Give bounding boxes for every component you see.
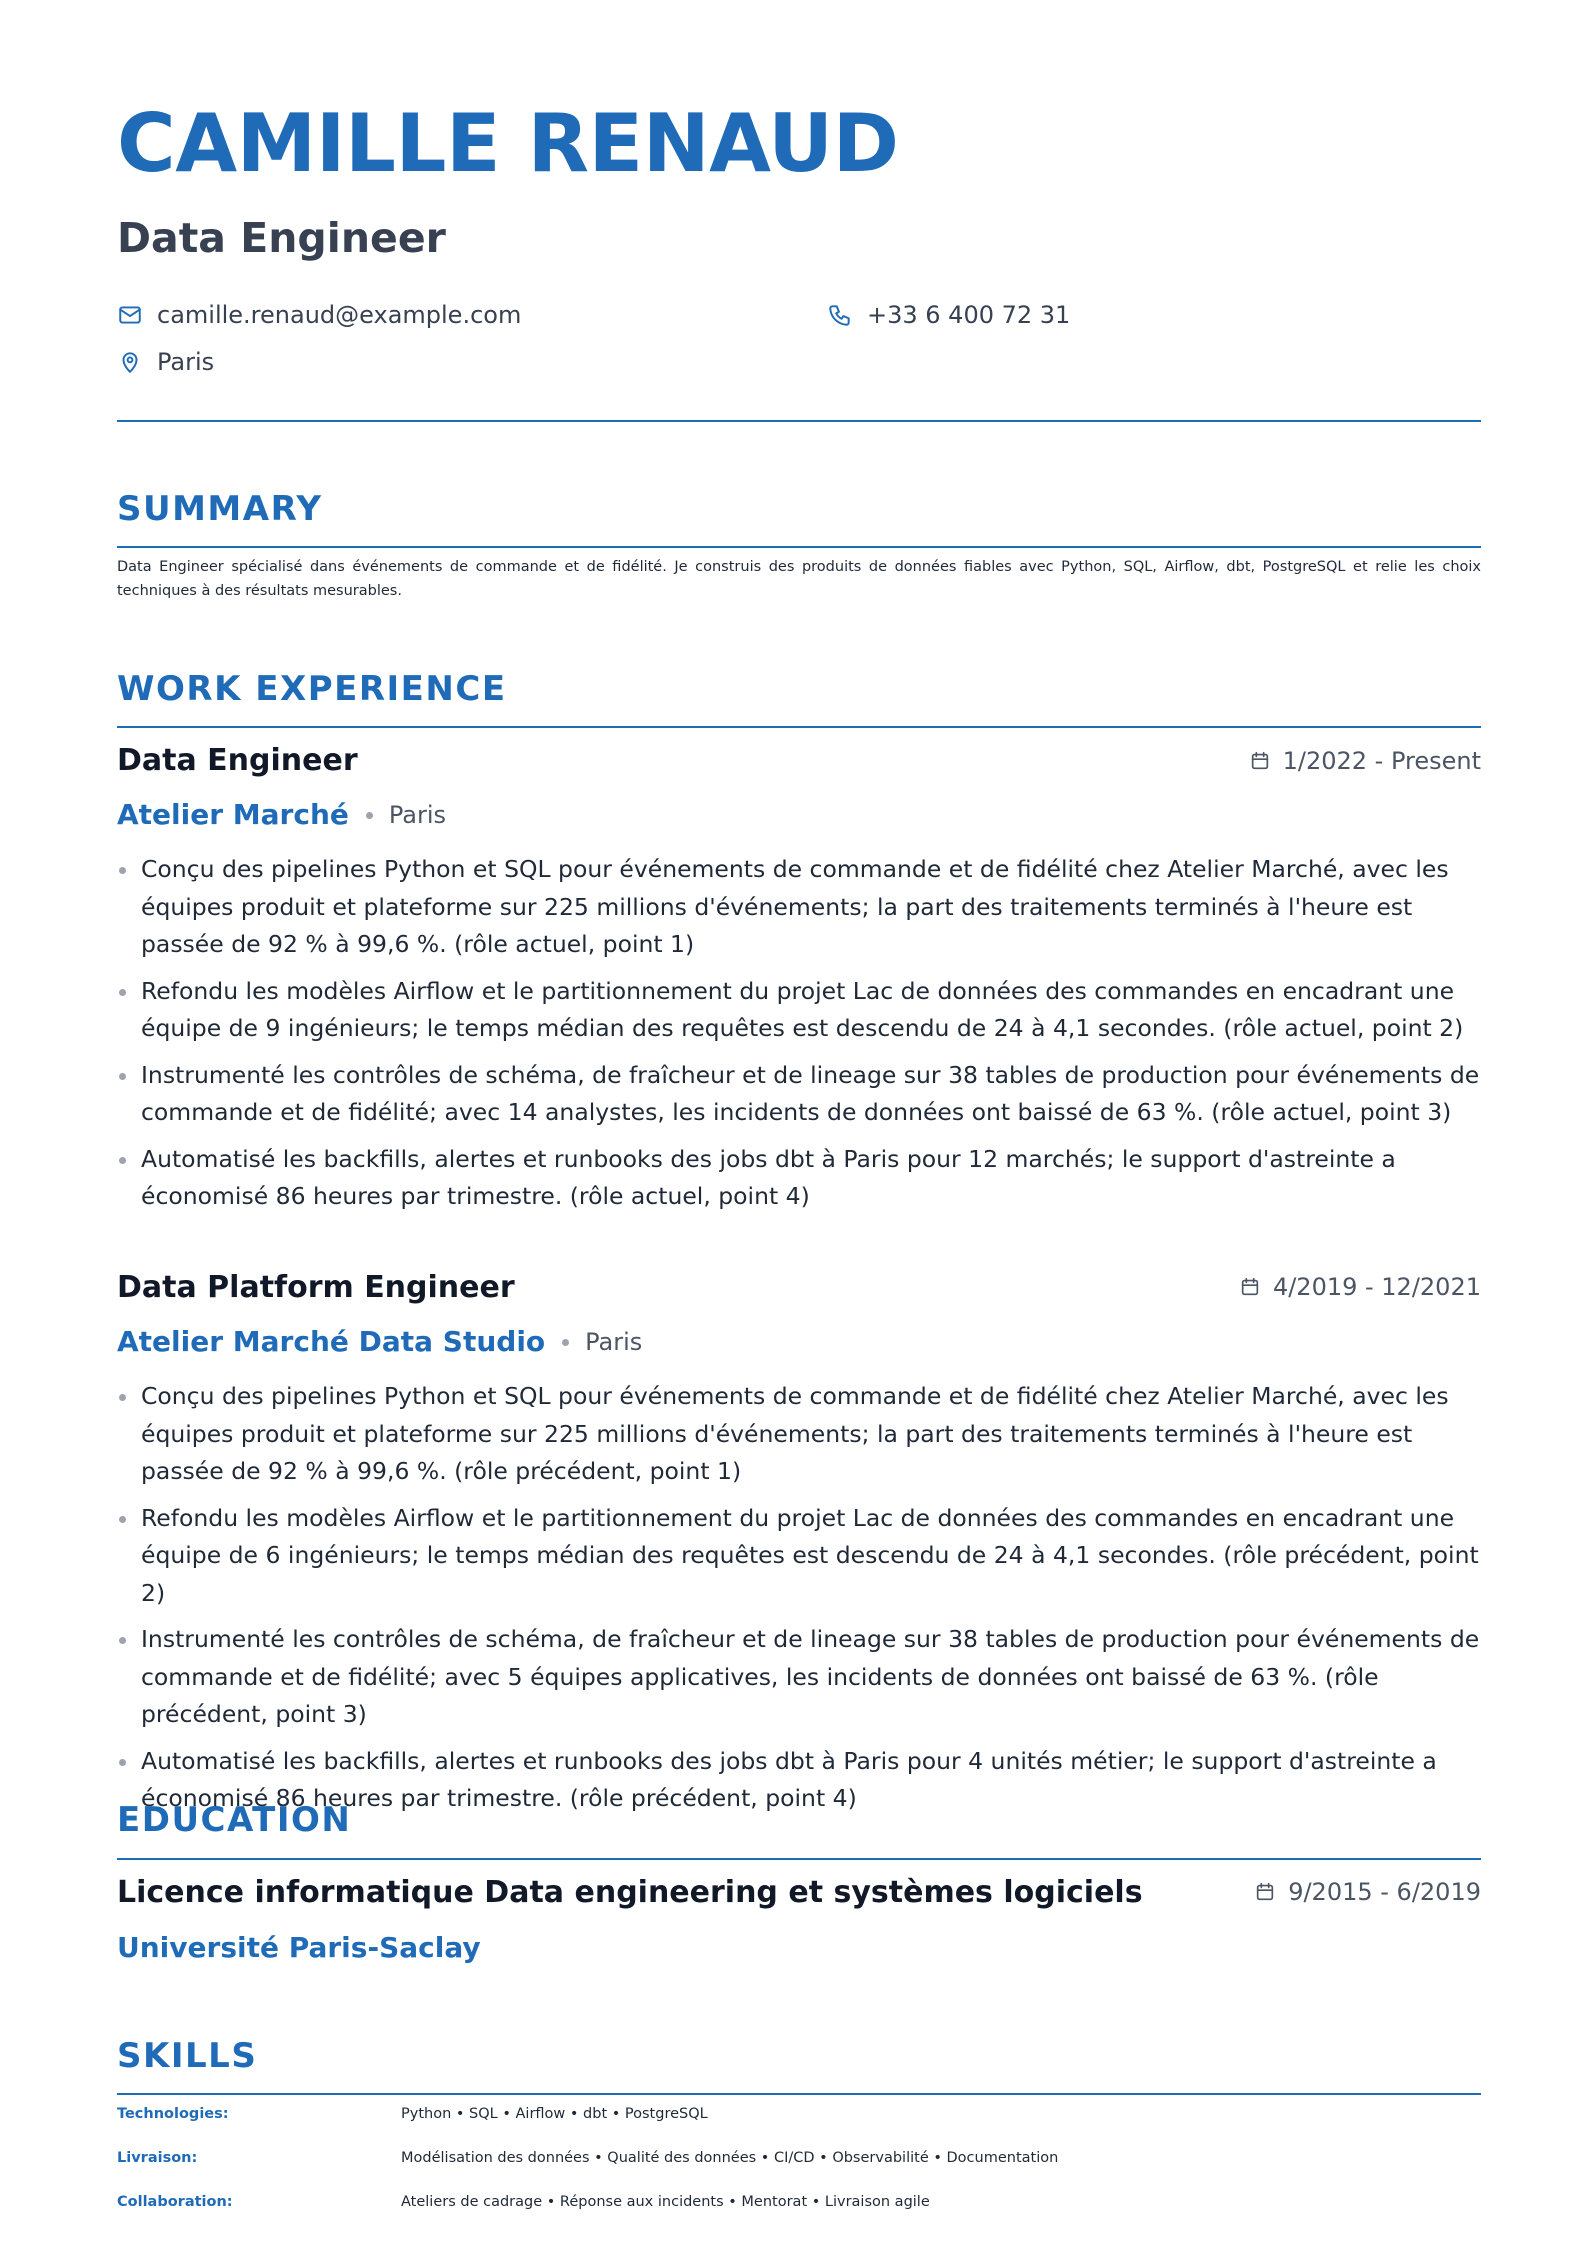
company-line [117,798,447,831]
job-dates-text: 1/2022 - Present [1282,747,1481,775]
calendar-icon [1249,750,1271,772]
phone-icon [827,302,853,328]
job-bullets [117,1378,1481,1827]
work-experience-heading: WORK EXPERIENCE [117,669,507,709]
skills-divider [117,2093,1481,2095]
education-dates [1254,1880,1481,1904]
header-divider [117,420,1481,422]
skill-values: Python • SQL • Airflow • dbt • PostgreSQL [401,2106,708,2122]
education-dates-text: 9/2015 - 6/2019 [1288,1878,1481,1906]
job-title: Data Platform Engineer [117,1270,515,1305]
contact-email[interactable] [117,302,521,328]
candidate-name: CAMILLE RENAUD [117,97,899,190]
skill-row [117,2192,1481,2212]
list-item: Conçu des pipelines Python et SQL pour événements de commande et de fidélité chez Atelier Marché, avec les équipes produit et plateforme sur 225 millions d'événements; la part des traitements terminés à l'heure est passée de 92 % à 99,6 %. (rôle précédent, point 1) [117,1378,1481,1491]
separator-dot [366,812,373,819]
skill-category: Livraison: [117,2150,198,2166]
separator-dot [562,1339,569,1346]
job-bullets [117,851,1481,1225]
email-text: camille.renaud@example.com [157,301,522,329]
candidate-role: Data Engineer [117,214,446,262]
company-name: Atelier Marché [117,798,349,831]
skill-values: Ateliers de cadrage • Réponse aux incidents • Mentorat • Livraison agile [401,2194,930,2210]
mail-icon [117,302,143,328]
list-item: Conçu des pipelines Python et SQL pour événements de commande et de fidélité chez Atelier Marché, avec les équipes produit et plateforme sur 225 millions d'événements; la part des traitements terminés à l'heure est passée de 92 % à 99,6 %. (rôle actuel, point 1) [117,851,1481,964]
school-name: Université Paris-Saclay [117,1931,481,1964]
job-dates [1249,749,1481,773]
list-item: Automatisé les backfills, alertes et runbooks des jobs dbt à Paris pour 12 marchés; le support d'astreinte a économisé 86 heures par trimestre. (rôle actuel, point 4) [117,1141,1481,1216]
education-divider [117,1858,1481,1860]
map-pin-icon [117,349,143,375]
list-item: Refondu les modèles Airflow et le partitionnement du projet Lac de données des commandes en encadrant une équipe de 6 ingénieurs; le temps médian des requêtes est descendu de 24 à 4,1 secondes. (rôle précédent, point 2) [117,1500,1481,1613]
list-item: Refondu les modèles Airflow et le partitionnement du projet Lac de données des commandes en encadrant une équipe de 9 ingénieurs; le temps médian des requêtes est descendu de 24 à 4,1 secondes. (rôle actuel, point 2) [117,973,1481,1048]
skill-row [117,2148,1481,2168]
skill-row [117,2104,1481,2124]
skill-values: Modélisation des données • Qualité des données • CI/CD • Observabilité • Documentation [401,2150,1059,2166]
phone-text: +33 6 400 72 31 [867,301,1071,329]
skills-heading: SKILLS [117,2036,258,2076]
resume-page [117,0,1481,2246]
calendar-icon [1239,1276,1261,1298]
work-experience-divider [117,726,1481,728]
contact-location [117,349,214,375]
degree-title: Licence informatique Data engineering et systèmes logiciels [117,1875,1143,1910]
skill-category: Collaboration: [117,2194,233,2210]
location-text: Paris [157,348,215,376]
list-item: Instrumenté les contrôles de schéma, de fraîcheur et de lineage sur 38 tables de production pour événements de commande et de fidélité; avec 5 équipes applicatives, les incidents de données ont baissé de 63 %. (rôle précédent, point 3) [117,1621,1481,1734]
company-city: Paris [585,1328,643,1356]
contact-phone[interactable] [827,302,1070,328]
company-line [117,1325,643,1358]
job-dates [1239,1275,1481,1299]
calendar-icon [1254,1881,1276,1903]
job-title: Data Engineer [117,743,358,778]
list-item: Automatisé les backfills, alertes et runbooks des jobs dbt à Paris pour 4 unités métier; le support d'astreinte a économisé 86 heures par trimestre. (rôle précédent, point 4) [117,1743,1481,1818]
list-item: Instrumenté les contrôles de schéma, de fraîcheur et de lineage sur 38 tables de production pour événements de commande et de fidélité; avec 14 analystes, les incidents de données ont baissé de 63 %. (rôle actuel, point 3) [117,1057,1481,1132]
education-heading: EDUCATION [117,1800,352,1840]
summary-text: Data Engineer spécialisé dans événements de commande et de fidélité. Je construis des produits de données fiables avec Python, SQL, Airflow, dbt, PostgreSQL et relie les choix techniques à des résultats mesurables. [117,559,1481,599]
company-city: Paris [388,801,447,829]
summary-divider [117,546,1481,548]
job-dates-text: 4/2019 - 12/2021 [1272,1273,1481,1301]
skill-category: Technologies: [117,2106,229,2122]
summary-heading: SUMMARY [117,489,323,529]
school-line [117,1931,481,1964]
company-name: Atelier Marché Data Studio [117,1325,546,1358]
